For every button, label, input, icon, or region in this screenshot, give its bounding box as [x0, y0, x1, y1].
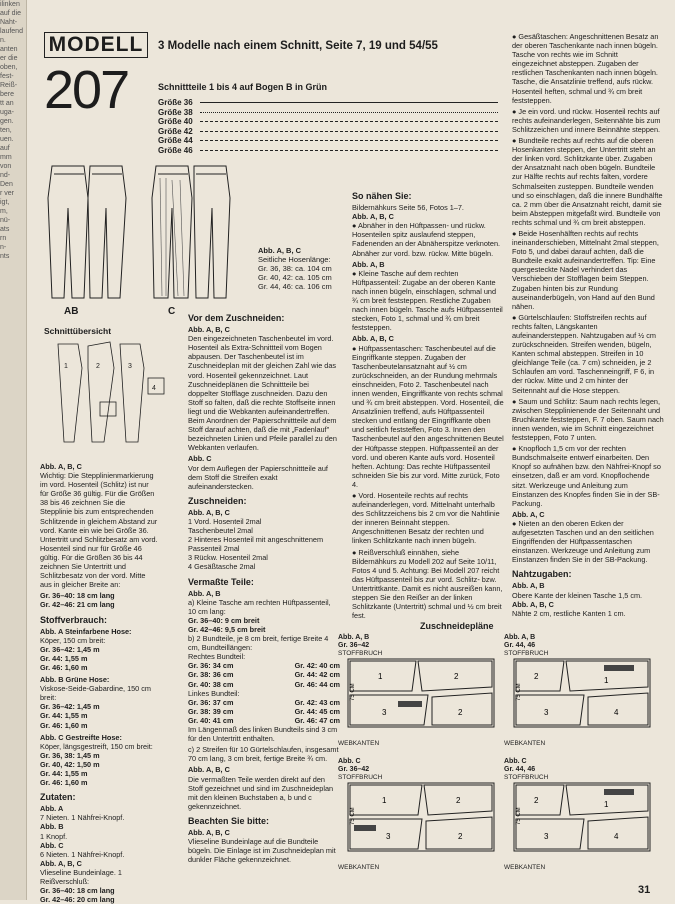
edge-text-fragment: r ver: [0, 190, 14, 197]
svg-text:2: 2: [96, 363, 100, 370]
svg-text:75 CM: 75 CM: [516, 683, 522, 701]
edge-text-fragment: uga-: [0, 109, 15, 116]
edge-text-fragment: ilinken: [0, 1, 20, 8]
label-ab: AB: [64, 306, 79, 317]
edge-text-fragment: mm: [0, 154, 12, 161]
edge-text-fragment: n.: [0, 37, 6, 44]
svg-text:75 CM: 75 CM: [350, 683, 356, 701]
svg-text:2: 2: [458, 708, 463, 717]
edge-text-fragment: ten,: [0, 127, 12, 134]
label-c: C: [168, 306, 176, 317]
svg-text:3: 3: [386, 832, 391, 841]
right-column: ● Gesäßtaschen: Angeschnittenen Besatz an der oberen Taschenkante nach innen bügeln. Tasche von rechts wie im Schnitt eingezeichnet absteppen. Zugaben der restlichen Taschenkanten nach innen bügeln. Tasche, die Ansatzlinie treffend, aufs rückw. Hosenteil heften, schmal und ¾ cm breit feststeppen. ● Je ein vord. und rückw. Hosenteil rechts auf rechts aufeinanderlegen, Seitennähte bis zum Schlitzzeichen und innere Beinnähte steppen. ● Bundteile rechts auf rechts auf die oberen Hosenkanten steppen, der Untertritt steht an der linken vord. Schlitzkante über. Zugaben der Ansatznaht nach oben bügeln. Bundteile zur Hälfte rechts auf rechts falten, vordere Schmalseiten zusteppen. Bundteile wenden und so einschlagen, daß die innere Bundhälfte ca. 2 mm über die Ansatznaht reicht, damit sie beim Absteppen mitgefaßt wird. Bundteile von rechts schmal und ¾ cm breit absteppen. ● Beide Hosenhälften rechts auf rechts ineinanderschieben, Mittelnaht 2mal steppen, Foto 5, und dabei darauf achten, daß die Bundteile exakt aufeinandertreffen. Tip: Eine quergesteckte Nadel verhindert das Verschieben der Stofflagen beim Steppen. Zugaben hinten bis zur Rundung auseinanderbügeln, von Hand auf den Bund nähen. ● Gürtelschlaufen: Stoffstreifen rechts auf rechts falten, Längskanten aufeinandersteppen. Nahtzugaben auf ½ cm zurückschneiden. Streifen wenden, bügeln, Kanten schmal absteppen. Streifen in 10 gleichlange Teile (ca. 7 cm) schneiden, je 2 Schlaufen am vord. Taschenneingriff, F 6, in der rückw. Mitte und 2 cm hinter der Seitennaht auf die Hose steppen. ● Saum und Schlitz: Saum nach rechts legen, zwischen Stepplinienende der Seitennaht und Bruchkante feststeppen, F. 7 oben. Saum nach innen wenden, wie im Schnitt eingezeichnet feststeppen, Foto 7 unten. ● Knopfloch 1,5 cm vor der rechten Bundschmalseite entwerf einarbeiten. Den Knopf so aufnähen bzw. den Nähfrei-Knopf so einsetzen, daß er am vord. Knopflochende sitzt. Werkzeuge und Anleitung zum Einstanzen des Knopfes finden Sie in der SB-Packung. Abb. A, C ● Nieten an den oberen Ecken der aufgesetzten Taschen und an den seitlichen Eingriffenden der Hüftpassentaschen einstanzen. Werkzeuge und Anleitung zum Einstanzen finden Sie in der SB-Packung. Nahtzugaben: Abb. A, B Obere Kante der kleinen Tasche 1,5 cm. Abb. A, B, C Nähte 2 cm, restliche Kanten 1 cm.: [512, 32, 664, 618]
svg-text:1: 1: [604, 676, 609, 685]
svg-text:1: 1: [382, 796, 387, 805]
edge-text-fragment: laufend: [0, 28, 23, 35]
pattern-overview-drawing: [44, 338, 194, 448]
size-row: Größe 38: [158, 108, 498, 118]
svg-text:2: 2: [534, 796, 539, 805]
edge-text-fragment: uen.: [0, 136, 14, 143]
middle-column: Vor dem Zuschneiden: Abb. A, B, C Den eingezeichneten Taschenbeutel im vord. Hosenteil als Extra-Schnittteil vom Bogen abpausen. Der Taschenbeutel ist im Zuschneideplan mit der gleichen Zahl wie das vord. Hosenteil gekennzeichnet. Laut Zuschneideplänen die Schnittteile bei doppelter Stofflage zuschneiden. Dazu den Stoff so falten, daß die rechte Stoffseite innen liegt und die Webkanten aufeinandertreffen. Beim Anordnen der Papierschnittteile auf dem Stoff darauf achten, daß die mit „Fadenlauf" bezeichneten Linien und Pfeile parallel zu den Webkanten verlaufen. Abb. C Vor dem Auflegen der Papierschnittteile auf dem Stoff die Streifen exakt aufeinanderstecken. Zuschneiden: Abb. A, B, C 1 Vord. Hosenteil 2mal Taschenbeutel 2mal 2 Hinteres Hosenteil mit angeschnittenem Passenteil 2mal 3 Rückw. Hosenteil 2mal 4 Gesäßtasche 2mal Vermaßte Teile: Abb. A, B a) Kleine Tasche am rechten Hüftpassenteil, 10 cm lang: Gr. 36–40: 9 cm breit Gr. 42–46: 9,5 cm breit b) 2 Bundteile, je 8 cm breit, fertige Breite 4 cm, Bundteillängen: Rechtes Bundteil: Gr. 36: 34 cm Gr. 42: 40 cm Gr. 38: 36 cm Gr. 44: 42 cm Gr. 40: 38 cm Gr. 46: 44 cm Linkes Bundteil: Gr. 36: 37 cm Gr. 42: 43 cm Gr. 38: 39 cm Gr. 44: 45 cm Gr. 40: 41 cm Gr. 46: 47 cm Im Längenmaß des linken Bundteils sind 3 cm für den Untertritt enthalten. c) 2 Streifen für 10 Gürtelschlaufen, insgesamt 70 cm lang, 3 cm breit, fertige Breite ¾ cm. Abb. A, B, C Die vermaßten Teile werden direkt auf den Stoff gezeichnet und sind im Zuschneideplan mit den kleinen Buchstaben a, b und c gekennzeichnet. Beachten Sie bitte: Abb. A, B, C Vlieseline Bundeinlage auf die Bundteile bügeln. Die Einlage ist im Zuschneideplan mit dunkler Fläche gekennzeichnet.: [188, 313, 340, 865]
trouser-length-info: Abb. A, B, C Seitliche Hosenlänge: Gr. 36, 38: ca. 104 cm Gr. 40, 42: ca. 105 cm Gr. 44, 46: ca. 106 cm: [258, 246, 332, 291]
svg-text:3: 3: [544, 832, 549, 841]
edge-text-fragment: Den: [0, 181, 13, 188]
edge-text-fragment: nd-: [0, 172, 11, 179]
size-row: Größe 46: [158, 146, 498, 156]
edge-text-fragment: nü-: [0, 217, 11, 224]
edge-text-fragment: fest-: [0, 73, 14, 80]
svg-text:2: 2: [458, 832, 463, 841]
page-headline: 3 Modelle nach einem Schnitt, Seite 7, 19 und 54/55: [158, 40, 438, 52]
size-row: Größe 40: [158, 117, 498, 127]
edge-text-fragment: n-: [0, 244, 7, 251]
edge-text-fragment: rn: [0, 235, 7, 242]
edge-text-fragment: ats: [0, 226, 10, 233]
edge-text-fragment: auf die: [0, 10, 22, 17]
svg-text:3: 3: [382, 708, 387, 717]
svg-text:2: 2: [534, 672, 539, 681]
svg-text:75 CM: 75 CM: [350, 807, 356, 825]
svg-text:75 CM: 75 CM: [516, 807, 522, 825]
modell-label: MODELL: [44, 32, 148, 58]
edge-text-fragment: von: [0, 163, 12, 170]
edge-text-fragment: gen.: [0, 118, 14, 125]
cut-pieces-title: Schnittteile 1 bis 4 auf Bogen B in Grün: [158, 82, 328, 92]
svg-text:2: 2: [456, 796, 461, 805]
svg-text:2: 2: [454, 672, 459, 681]
cutting-plan-c-36-42: Abb. C Gr. 36–42 STOFFBRUCH 1 2 3 2 75 CM WEBKANTEN: [338, 758, 498, 871]
svg-text:1: 1: [378, 672, 383, 681]
size-row: Größe 36: [158, 98, 498, 108]
previous-page-edge: [0, 0, 27, 900]
svg-text:1: 1: [64, 363, 68, 370]
size-row: Größe 44: [158, 136, 498, 146]
edge-text-fragment: bere: [0, 91, 15, 98]
cutting-plans-title: Zuschneidepläne: [420, 621, 494, 631]
cutting-plan-ab-36-42: Abb. A, B Gr. 36–42 STOFFBRUCH 1 2 3 2 75 CM WEBKANTEN: [338, 634, 498, 747]
svg-text:3: 3: [544, 708, 549, 717]
edge-text-fragment: nts: [0, 253, 10, 260]
svg-text:3: 3: [128, 363, 132, 370]
edge-text-fragment: oben,: [0, 64, 18, 71]
edge-text-fragment: igt,: [0, 199, 10, 206]
cutting-plan-c-44-46: Abb. C Gr. 44, 46 STOFFBRUCH 2 1 3 4 75 CM WEBKANTEN: [504, 758, 654, 871]
sewing-column: So nähen Sie: Bildernähkurs Seite 56, Fotos 1–7. Abb. A, B, C ● Abnäher in den Hüftpassen- und rückw. Hosenteilen spitz auslaufend steppen, Fadenenden an der Abnäherspitze verknoten. Abnäher zur vord. bzw. rückw. Mitte bügeln. Abb. A, B ● Kleine Tasche auf dem rechten Hüftpassenteil: Zugabe an der oberen Kante nach innen bügeln, einschlagen, schmal und ¾ cm breit feststeppen. Restliche Zugaben nach innen bügeln. Tasche aufs Hüftpassenteil stecken, Foto 1, schmal und ¾ cm breit feststeppen. Abb. A, B, C ● Hüftpassentaschen: Taschenbeutel auf die Eingriffkante steppen. Zugaben der Taschenbeutelansatznaht auf ½ cm zurückschneiden, an der Rundung mehrmals einschneiden, Foto 2. Taschenbeutel nach innen wenden, Eingriffkante von rechts schmal und ¾ cm breit absteppen. Vord. Hosenteil, die Ansatzlinien treffend, aufs Hüftpassenteil stecken und entlang der Eingriffkante oben und seitlich feststeffen, Foto 3. Innen den Taschenbeutel auf den angeschnittenen Beutel der Hüftpasse steppen. Hüftpassenteil an der vord. und oberen Kante aufs vord. Hosenteil heften. Achtung: Das rechte Hüftpassenteil schneiden Sie bis zur vord. Mitte zurück, Foto 4. ● Vord. Hosenteile rechts auf rechts aufeinanderlegen, vord. Mittelnaht unterhalb des Schlitzzeichens bis 2 cm vor die Nahtlinie der inneren Beinnaht steppen. Angeschnittenen Besatz der rechten und linken Schlitzkante nach innen bügeln. ● Reißverschluß einnähen, siehe Bildernähkurs zu Modell 202 auf Seite 10/11, Fotos 4 und 5. Achtung: Bei Modell 207 reicht das Hüftpassenteil bis zur vord. Schlitz- bzw. Untertrittkante. Damit es nicht ausreißen kann, steppen Sie den Reißer an der linken Schlitzkante (Untertritt) schmal und ½ cm breit fest.: [352, 191, 504, 621]
page-number: 31: [638, 884, 651, 896]
size-row: Größe 42: [158, 127, 498, 137]
svg-text:4: 4: [614, 708, 619, 717]
edge-text-fragment: Naht-: [0, 19, 18, 26]
trouser-illustration: [44, 158, 244, 308]
svg-text:4: 4: [152, 385, 156, 392]
edge-text-fragment: m,: [0, 208, 8, 215]
edge-text-fragment: Reiß-: [0, 82, 18, 89]
edge-text-fragment: tt an: [0, 100, 14, 107]
size-legend: [158, 98, 498, 155]
svg-text:4: 4: [614, 832, 619, 841]
cutting-plan-ab-44-46: Abb. A, B Gr. 44, 46 STOFFBRUCH 2 1 3 4 75 CM WEBKANTEN: [504, 634, 654, 747]
model-number: 207: [44, 60, 129, 120]
left-column: Abb. A, B, C Wichtig: Die Stepplinienmarkierung im vord. Hosenteil (Schlitz) ist nur für Größe 36 gültig. Für die Größen 38 bis 46 zeichnen Sie die Stepplinie bis zum entsprechenden Schlitzende in gleichem Abstand zur vord. Kante ein wie bei Größe 36. Untertritt und Schlitzbesatz am vord. Hosenteil sind nur für Größe 46 gültig. Für die Größen 36 bis 44 zeichnen Sie Untertritt und Schlitzbesatz von der vord. Mitte aus in gleicher Breite an: Gr. 36–40: 18 cm lang Gr. 42–46: 21 cm lang Stoffverbrauch: Abb. A Steinfarbene Hose: Köper, 150 cm breit: Gr. 36–42: 1,45 m Gr. 44: 1,55 m Gr. 46: 1,60 m Abb. B Grüne Hose: Viskose-Seide-Gabardine, 150 cm breit: Gr. 36–42: 1,45 m Gr. 44: 1,55 m Gr. 46: 1,60 m Abb. C Gestreifte Hose: Köper, längsgestreift, 150 cm breit: Gr. 36, 38: 1,45 m Gr. 40, 42: 1,50 m Gr. 44: 1,55 m Gr. 46: 1,60 m Zutaten: Abb. A 7 Nieten. 1 Nähfrei-Knopf. Abb. B 1 Knopf. Abb. C 6 Nieten. 1 Nähfrei-Knopf. Abb. A, B, C Vlieseline Bundeinlage. 1 Reißverschluß: Gr. 36–40: 18 cm lang Gr. 42–46: 20 cm lang: [40, 462, 158, 904]
edge-text-fragment: anten: [0, 46, 18, 53]
pattern-overview-title: Schnittübersicht: [44, 326, 112, 336]
edge-text-fragment: auf: [0, 145, 10, 152]
edge-text-fragment: er die: [0, 55, 18, 62]
svg-text:1: 1: [604, 800, 609, 809]
